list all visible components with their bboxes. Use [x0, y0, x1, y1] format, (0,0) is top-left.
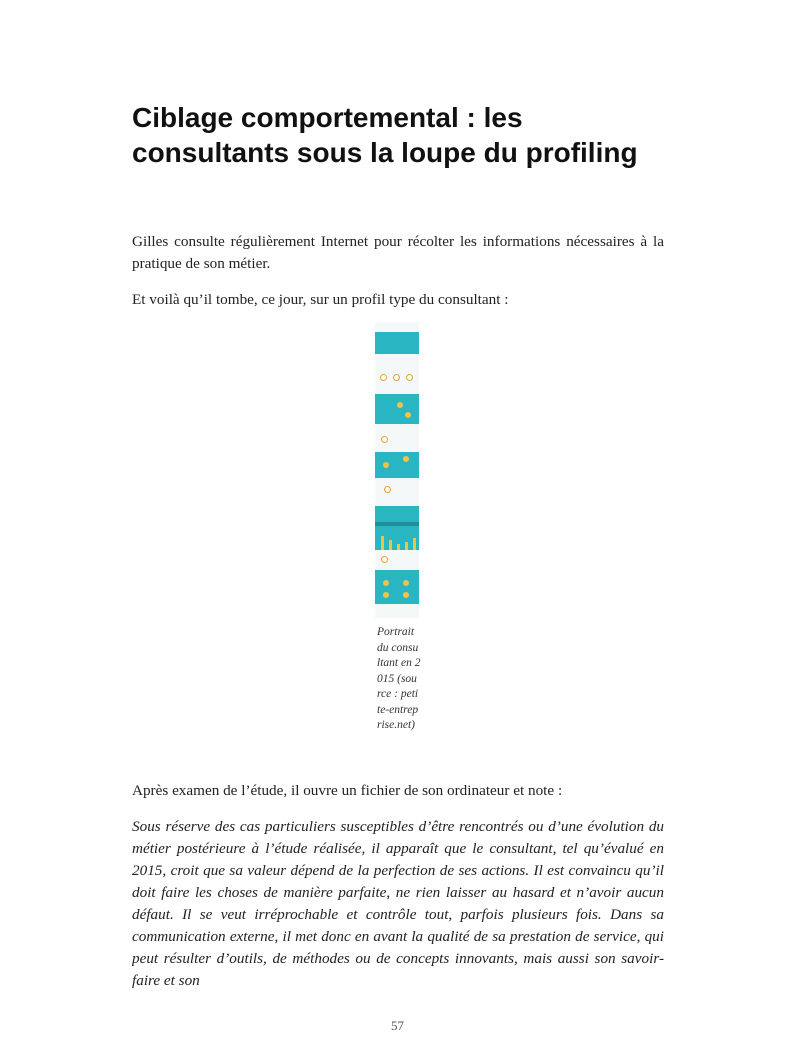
paragraph-note-body: Sous réserve des cas particuliers susceptibles d’être rencontrés ou d’une évolution du métier postérieure à l’étude réalisée, il apparaît que le consultant, tel qu’évalué en 2015, croit que sa valeur dépend de la perfection de ses actions. Il est convaincu qu’il doit faire les choses de manière parfaite, ne rien laisser au hasard et n’avoir aucun défaut. Il se veut irréprochable et contrôle tout, parfois plusieurs fois. Dans sa communication externe, il met donc en avant la qualité de sa prestation de service, qui peut résulter d’outils, de méthodes ou de concepts innovants, mais aussi son savoir-faire et son — [132, 818, 664, 989]
paragraph-intro: Gilles consulte régulièrement Internet pour récolter les informations nécessaires à la pratique de son métier. — [132, 233, 664, 272]
figure-caption: Portrait du consultant en 2015 (source : petite-entreprise.net) — [377, 626, 421, 731]
consultant-infographic-image — [375, 322, 419, 618]
page-title: Ciblage comportemental : les consultants sous la loupe du profiling — [132, 102, 638, 168]
paragraph-discovery: Et voilà qu’il tombe, ce jour, sur un profil type du consultant : — [132, 291, 509, 308]
page-number: 57 — [391, 1018, 404, 1033]
paragraph-note-intro: Après examen de l’étude, il ouvre un fichier de son ordinateur et note : — [132, 782, 563, 799]
